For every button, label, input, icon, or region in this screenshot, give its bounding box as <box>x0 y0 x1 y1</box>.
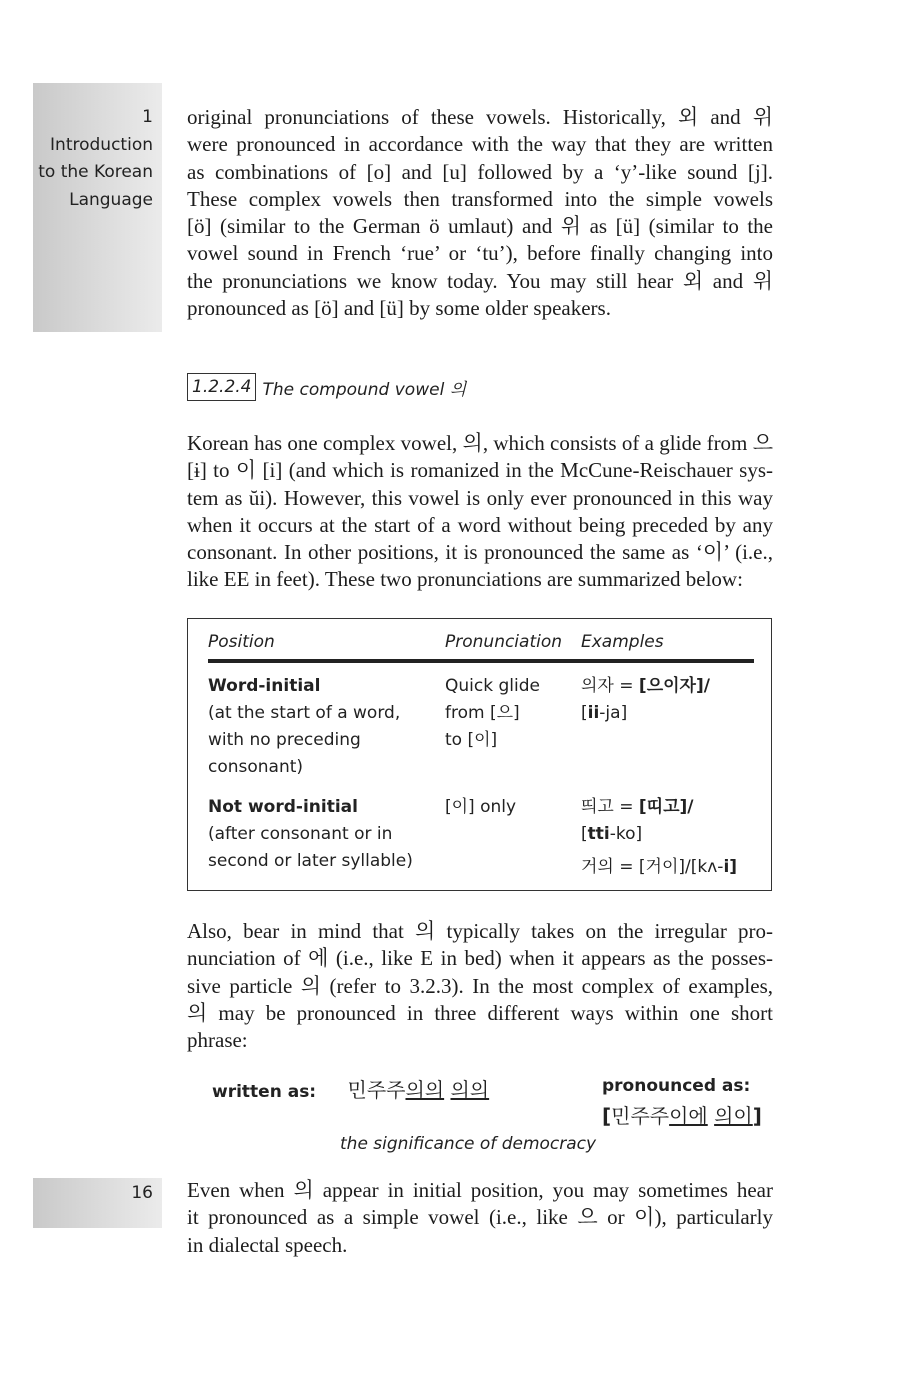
row1-examples <box>581 673 756 727</box>
example-roman: [ii-ja] <box>581 703 628 723</box>
page-number: 16 <box>131 1183 153 1203</box>
text-line: consonant. In other positions, it is pronounced the same as ‘이’ (i.e., <box>187 540 773 565</box>
text-line: when it occurs at the start of a word without being preceded by any <box>187 512 773 537</box>
paragraph-dialect <box>187 1177 773 1259</box>
text-line: [ɨ] to 이 [i] (and which is romanized in the McCune-Reischauer sys- <box>187 458 773 483</box>
example-entry <box>581 854 756 881</box>
example-entry <box>581 673 756 700</box>
example-entry <box>581 794 756 821</box>
pronunciation-line: [이] only <box>445 797 517 817</box>
text-line: nunciation of 에 (i.e., like E in bed) when it appears as the posses- <box>187 946 773 971</box>
example-written <box>212 1074 489 1103</box>
header-pronunciation: Pronunciation <box>445 632 563 652</box>
position-desc: (after consonant or in <box>208 824 393 844</box>
position-desc: (at the start of a word, <box>208 703 401 723</box>
pron-base: 민주주 <box>611 1104 670 1128</box>
pron-underlined-1: 이에 <box>669 1104 708 1128</box>
example-pronounced <box>602 1100 762 1129</box>
text-line: in dialectal speech. <box>187 1232 348 1257</box>
section-heading <box>187 373 466 401</box>
position-desc: with no preceding <box>208 730 361 750</box>
written-hangul <box>348 1078 490 1102</box>
text-line: original pronunciations of these vowels. Historically, 외 and 위 <box>187 105 773 129</box>
text-line: Even when 의 appear in initial position, you may sometimes hear <box>187 1178 773 1202</box>
text-line: Korean has one complex vowel, 의, which consists of a glide from 으 <box>187 431 773 455</box>
written-underlined-1: 의의 <box>405 1078 445 1102</box>
example-hangul: 의자 <box>581 676 614 696</box>
position-desc: consonant) <box>208 757 304 777</box>
section-title: The compound vowel 의 <box>262 379 467 400</box>
chapter-title-line: to the Korean <box>38 162 153 182</box>
example-roman-bold: tti <box>587 824 610 844</box>
header-rule <box>208 659 754 663</box>
pronounced-label: pronounced as: <box>602 1076 751 1096</box>
text-line: 의 may be pronounced in three different ways within one short <box>187 1000 773 1025</box>
header-examples: Examples <box>581 632 664 652</box>
text-line: These complex vowels then transformed into the simple vowels <box>187 186 773 211</box>
example-hangul: 띄고 <box>581 797 614 817</box>
paragraph-compound-vowel <box>187 430 773 594</box>
example-pronounced-label <box>602 1076 750 1096</box>
row1-position <box>208 673 400 781</box>
example-roman-rest: -ko] <box>609 824 643 844</box>
example-hangul: 거의 <box>581 857 614 877</box>
text-line: it pronounced as a simple vowel (i.e., like 으 or 이), particularly <box>187 1205 773 1230</box>
text-line: sive particle 의 (refer to 3.2.3). In the most complex of examples, <box>187 973 773 998</box>
position-title: Not word-initial <box>208 797 358 817</box>
example-roman-rest: ] <box>729 857 738 877</box>
pron-close: ] <box>752 1104 762 1128</box>
example-equals: = <box>613 676 639 696</box>
paragraph-possessive <box>187 918 773 1054</box>
example-roman-bold: i <box>723 857 730 877</box>
example-roman: [tti-ko] <box>581 824 643 844</box>
written-label: written as: <box>212 1082 317 1102</box>
row2-pronunciation <box>445 794 516 821</box>
example-gloss: the significance of democracy <box>340 1134 597 1154</box>
position-title: Word-initial <box>208 676 321 696</box>
text-line: vowel sound in French ‘rue’ or ‘tu’), before finally changing into <box>187 241 773 266</box>
text-line: as combinations of [o] and [u] followed by a ‘y’-like sound [j]. <box>187 159 773 184</box>
pron-underlined-2: 의이 <box>714 1104 753 1128</box>
text-line: like EE in feet). These two pronunciations are summarized below: <box>187 567 743 592</box>
text-line: Also, bear in mind that 의 typically takes on the irregular pro- <box>187 919 773 943</box>
row2-examples <box>581 794 756 881</box>
pronunciation-line: from [으] <box>445 703 520 723</box>
example-bracket: [으이자]/ <box>638 676 710 696</box>
pronunciation-line: to [이] <box>445 730 498 750</box>
pron-open: [ <box>602 1104 612 1128</box>
chapter-title-line: Introduction <box>50 134 153 155</box>
pronunciation-line: Quick glide <box>445 676 540 696</box>
example-roman-rest: -ja] <box>599 703 628 723</box>
text-line: phrase: <box>187 1028 248 1053</box>
pronunciation-table <box>187 618 772 891</box>
text-line: were pronounced in accordance with the way that they are written <box>187 132 773 157</box>
example-bracket: [띠고]/ <box>638 797 694 817</box>
chapter-label <box>33 104 153 214</box>
chapter-title-line: Language <box>69 189 153 210</box>
position-desc: second or later syllable) <box>208 851 413 871</box>
row1-pronunciation <box>445 673 540 754</box>
text-line: pronounced as [ö] and [ü] by some older speakers. <box>187 296 611 321</box>
text-line: the pronunciations we know today. You may still hear 외 and 위 <box>187 268 773 293</box>
written-underlined-2: 의의 <box>450 1078 490 1102</box>
example-bracket: [거이]/[kʌ- <box>638 857 724 877</box>
chapter-number: 1 <box>142 107 153 127</box>
header-position: Position <box>208 632 275 652</box>
section-number: 1.2.2.4 <box>187 373 256 401</box>
text-line: [ö] (similar to the German ö umlaut) and 위 as [ü] (similar to the <box>187 214 773 239</box>
written-base: 민주주 <box>347 1078 406 1102</box>
text-line: tem as ŭi). However, this vowel is only ever pronounced in this way <box>187 485 773 510</box>
example-equals: = <box>613 797 639 817</box>
paragraph-historical <box>187 104 773 322</box>
row2-position <box>208 794 413 875</box>
example-roman-bold: ii <box>587 703 600 723</box>
example-equals: = <box>613 857 639 877</box>
